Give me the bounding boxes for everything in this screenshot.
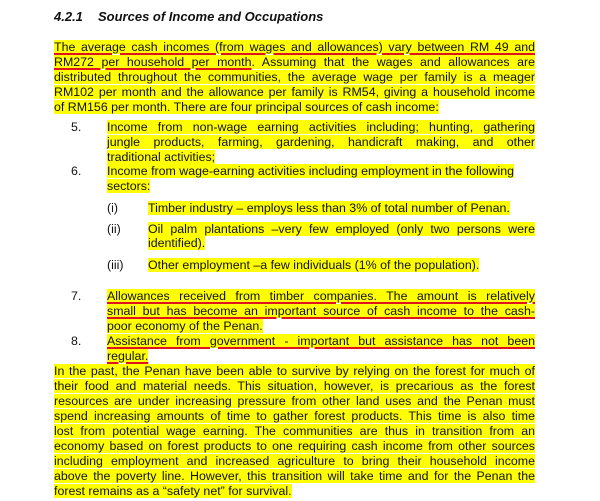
- list-item-line: [107, 120, 535, 135]
- intro-line: [54, 40, 535, 55]
- list-item-line: [107, 164, 514, 179]
- sub-item-line: [148, 236, 205, 251]
- closing-text: including employment and increased agriculture to bring their household income: [54, 454, 535, 468]
- list-item-text: small but has become an important source of cash income to the cash-: [107, 304, 535, 318]
- closing-line: [54, 484, 292, 499]
- list-item-text: jungle products, farming, gardening, handicraft making, and other: [107, 135, 535, 149]
- sub-item-number: (ii): [107, 222, 121, 236]
- sub-item-line: [148, 258, 479, 273]
- list-item-text: Allowances received from timber companies. The amount is relatively: [107, 289, 535, 303]
- list-item-line: [107, 349, 148, 364]
- section-number: 4.2.1: [54, 9, 83, 24]
- list-item-text: Assistance from government - important but assistance has not been: [107, 334, 535, 348]
- closing-text: spend increasing amounts of time to gather forest products. This time is also time: [54, 409, 535, 423]
- list-number: 5.: [71, 120, 82, 134]
- intro-underlined-text: RM272 per household per month: [54, 55, 252, 69]
- section-heading: [54, 9, 323, 24]
- sub-item-text: Timber industry – employs less than 3% of total number of Penan.: [148, 201, 510, 215]
- sub-item-number: (i): [107, 201, 119, 215]
- list-item-line: [107, 150, 215, 165]
- closing-line: [54, 439, 535, 454]
- closing-text: their food and material needs. This situation, however, is precarious as the forest: [54, 379, 535, 393]
- list-item-text: regular.: [107, 349, 149, 363]
- sub-item-text: identified).: [148, 236, 206, 250]
- intro-line: [54, 55, 535, 70]
- intro-text: of RM156 per month. There are four principal sources of cash income:: [54, 100, 439, 114]
- closing-line: [54, 454, 535, 469]
- list-number: 6.: [71, 164, 82, 178]
- intro-line: [54, 70, 535, 85]
- intro-line: [54, 85, 535, 100]
- sub-item-line: [148, 201, 510, 216]
- closing-text: In the past, the Penan have been able to survive by relying on the forest for much of: [54, 364, 535, 378]
- closing-text: above the poverty line. However, this transition will take time and for the Penan the: [54, 469, 535, 483]
- intro-text: distributed throughout the communities, the average wage per family is a meager: [54, 70, 535, 84]
- closing-text: lost from potential wage earning. The communities are thus in transition from an: [54, 424, 535, 438]
- list-item-line: [107, 304, 535, 319]
- closing-line: [54, 424, 535, 439]
- list-item-text: traditional activities;: [107, 150, 216, 164]
- intro-text: RM102 per month and the allowance per family is RM54, giving a household income: [54, 85, 535, 99]
- list-item-text: Income from non-wage earning activities including; hunting, gathering: [107, 120, 535, 134]
- closing-text: resources are under increasing pressure from other land uses and the Penan must: [54, 394, 535, 408]
- section-title: Sources of Income and Occupations: [98, 9, 324, 24]
- list-item-line: [107, 289, 535, 304]
- list-item-line: [107, 135, 535, 150]
- list-item-text: sectors:: [107, 179, 151, 193]
- list-item-line: [107, 179, 150, 194]
- closing-line: [54, 379, 535, 394]
- closing-line: [54, 469, 535, 484]
- sub-item-text: Other employment –a few individuals (1% of the population).: [148, 258, 480, 272]
- intro-text: The average cash incomes (from wages and allowances) vary between RM 49 and: [54, 40, 535, 54]
- sub-item-line: [148, 222, 535, 237]
- list-number: 7.: [71, 289, 82, 303]
- closing-text: economy based on forest products to one requiring cash income from other sources: [54, 439, 535, 453]
- list-item-text: poor economy of the Penan.: [107, 319, 263, 333]
- list-item-line: [107, 319, 263, 334]
- sub-item-number: (iii): [107, 258, 124, 272]
- intro-line: [54, 100, 439, 115]
- closing-line: [54, 394, 535, 409]
- intro-text: . Assuming that the wages and allowances are: [251, 55, 535, 69]
- list-item-text: Income from wage-earning activities including employment in the following: [107, 164, 515, 178]
- closing-line: [54, 364, 535, 379]
- list-number: 8.: [71, 334, 82, 348]
- closing-line: [54, 409, 535, 424]
- list-item-line: [107, 334, 535, 349]
- sub-item-text: Oil palm plantations –very few employed (only two persons were: [148, 222, 535, 236]
- closing-text: forest remains as a “safety net” for survival.: [54, 484, 292, 498]
